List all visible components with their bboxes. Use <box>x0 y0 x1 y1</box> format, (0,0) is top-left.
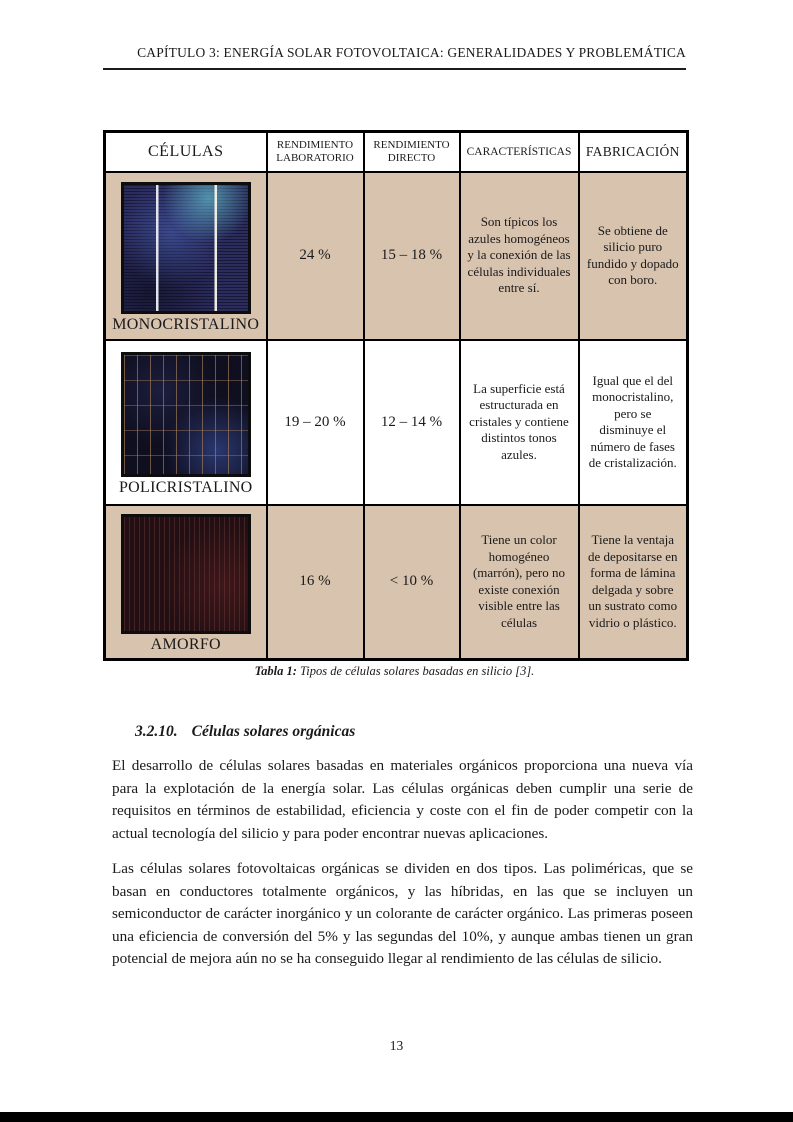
photo-wrap <box>108 352 264 497</box>
section-heading <box>135 723 793 741</box>
body-paragraph: Las células solares fotovoltaicas orgánicas se dividen en dos tipos. Las poliméricas, que se basan en conductores totalmente orgánicos, y las híbridas, en las que se incluyen un semiconductor de carácter inorgánico y un colorante de carácter orgánico. Las primeras poseen una eficiencia de conversión del 5% y las segundas del 10%, y aunque ambas tienen un gran potencial de mejora aún no se ha conseguido llegar al rendimiento de las células de silicio. <box>112 860 693 967</box>
column-header-celulas: CÉLULAS <box>105 132 267 172</box>
photo-wrap <box>108 514 264 654</box>
cell-rendimiento-laboratorio: 16 % <box>267 505 364 660</box>
table-row <box>105 340 688 505</box>
section-title: Células solares orgánicas <box>191 723 356 740</box>
table-row <box>105 505 688 660</box>
solar-cells-table <box>103 130 689 661</box>
column-header-fabricacion: FABRICACIÓN <box>579 132 688 172</box>
table-header-row <box>105 132 688 172</box>
cell-type-label: MONOCRISTALINO <box>112 315 260 333</box>
page-bottom-frame <box>0 1112 793 1122</box>
cell-type-amorfo <box>105 505 267 660</box>
table-caption <box>103 664 686 679</box>
cell-rendimiento-laboratorio: 24 % <box>267 172 364 340</box>
cell-fabricacion: Tiene la ventaja de depositarse en forma de lámina delgada y sobre un sustrato como vidrio o plástico. <box>579 505 688 660</box>
running-header: CAPÍTULO 3: ENERGÍA SOLAR FOTOVOLTAICA: GENERALIDADES Y PROBLEMÁTICA <box>103 45 686 70</box>
column-header-rendimiento-laboratorio: RENDIMIENTO LABORATORIO <box>267 132 364 172</box>
photo-wrap <box>108 182 264 334</box>
column-header-rendimiento-directo: RENDIMIENTO DIRECTO <box>364 132 460 172</box>
cell-type-policristalino <box>105 340 267 505</box>
cell-caracteristicas: La superficie está estructurada en cristales y contiene distintos tonos azules. <box>460 340 579 505</box>
cell-caracteristicas: Son típicos los azules homogéneos y la conexión de las células individuales entre sí. <box>460 172 579 340</box>
column-header-caracteristicas: CARACTERÍSTICAS <box>460 132 579 172</box>
cell-rendimiento-directo: 12 – 14 % <box>364 340 460 505</box>
polycrystalline-solar-cell-photo <box>121 352 251 477</box>
cell-rendimiento-laboratorio: 19 – 20 % <box>267 340 364 505</box>
amorphous-solar-cell-photo <box>121 514 251 634</box>
cell-type-monocristalino <box>105 172 267 340</box>
monocrystalline-solar-cell-photo <box>121 182 251 314</box>
cell-fabricacion: Igual que el del monocristalino, pero se disminuye el número de fases de cristalización. <box>579 340 688 505</box>
section-number: 3.2.10. <box>135 723 178 740</box>
page-number: 13 <box>389 1038 404 1053</box>
body-paragraph: El desarrollo de células solares basadas en materiales orgánicos proporciona una nueva vía para la explotación de la energía solar. Las células orgánicas deben cumplir una serie de requisitos en términos de estabilidad, eficiencia y coste con el fin de poder competir con la actual tecnología del silicio y para poder encontrar nuevas aplicaciones. <box>112 757 693 842</box>
cell-rendimiento-directo: 15 – 18 % <box>364 172 460 340</box>
cell-caracteristicas: Tiene un color homogéneo (marrón), pero no existe conexión visible entre las células <box>460 505 579 660</box>
cell-rendimiento-directo: < 10 % <box>364 505 460 660</box>
cell-type-label: POLICRISTALINO <box>118 478 253 496</box>
cell-type-label: AMORFO <box>150 635 221 653</box>
table-caption-label: Tabla 1: <box>254 664 297 678</box>
table-caption-text: Tipos de células solares basadas en silicio [3]. <box>296 664 535 678</box>
table-row <box>105 172 688 340</box>
cell-fabricacion: Se obtiene de silicio puro fundido y dopado con boro. <box>579 172 688 340</box>
